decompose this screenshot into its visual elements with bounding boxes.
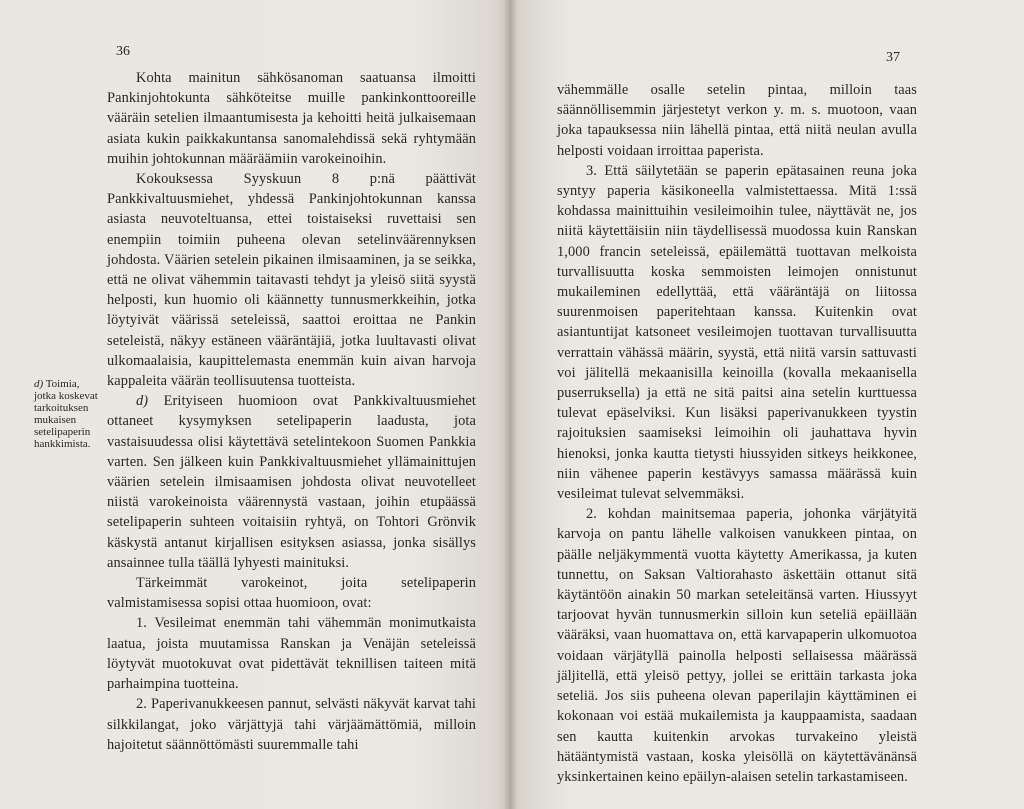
paragraph	[107, 391, 476, 573]
paragraph: vähemmälle osalle setelin pintaa, milloin taas säännöllisemmin järjestetyt verkon y. m. s. muotoon, vaan joka tapauksessa niin lähellä pintaa, että niitä neulan avulla helposti voidaan irroittaa paperista.	[557, 82, 917, 159]
margin-note-text: Toimia, jotka koskevat tarkoituksen mukaisen setelipaperin hankkimista.	[34, 378, 98, 450]
list-item: 1. Vesileimat enemmän tahi vähemmän monimutkaista laatua, joista muutamissa Ranskan ja Venäjän seteleissä löytyvät muotokuvat ovat pidettävät teknillisen taiteen mitä parhaimpina tuotteina.	[107, 615, 476, 693]
paragraph-text: Erityiseen huomioon ovat Pankkivaltuusmiehet ottaneet kysymyksen setelipaperin laadusta, jota vastaisuudessa olisi käytettävä setelintekoon Suomen Pankkia varten. Sen jälkeen kuin Pankkivaltuusmiehet yllämainittujen väärien setelein ilmisaamisen johdosta olivat neuvotelleet niistä varokeinoista väärennystä vastaan, joihin etupäässä setelipaperin suhteen voitaisiin ryhtyä, on Tohtori Grönvik käskystä antanut kirjallisen esityksen asiassa, jonka sisällys ansainnee tulla täällä lyhyesti mainituksi.	[107, 393, 476, 571]
page-number: 37	[886, 50, 900, 65]
left-text-column	[107, 68, 476, 755]
paragraph-letter: d)	[136, 393, 149, 410]
list-item: 3. Että säilytetään se paperin epätasainen reuna joka syntyy paperia käsikoneella valmistettaessa. Mitä 1:ssä kohdassa mainittuihin vesileimoihin tulee, näyttävät ne, jos niitä käytettäisiin niin täydellisessä muodossa kuin Ranskan 1,000 francin seteleissä, epäilemättä tuottavan melkoista turvallisuutta koska semmoisten leimojen onnistunut mukaileminen edellyttää, että vääräntäjä on liitossa suurenmoisen paperitehtaan kanssa. Kuitenkin ovat asiantuntijat katsoneet vesileimojen tuottavan turvallisuutta verrattain vähässä määrin, syystä, että niitä varsin sattuvasti voi jälitellä mekaanisilla keinoilla (kovalla mekaanisella puserruksella) ja että ne sitä paitsi aina setelin kurttuessa tulevat epäselviksi. Kun lisäksi paperivanukkeen tyystin rajoituksien saamiseksi leimoihin oli jauhattava hyvin hienoksi, jonka kautta tietysti hiussyiden sitkeys heikkonee, niin vähenee paperin kestävyys samassa määrässä kuin vesileimat tulevat selvemmäksi.	[557, 162, 917, 503]
paragraph: 2. kohdan mainitsemaa paperia, johonka värjätyitä karvoja on pantu lähelle valkoisen vanukkeen pintaa, on päälle neljäkymmentä vuotta käytetty Amerikassa, ja kuten tunnettu, on Saksan Valtiorahasto äskettäin ottanut sitä käytäntöön ainakin 50 markan seteleitänsä varten. Hiussyyt tarjoovat hyvän tunnusmerkin silloin kun seteliä epäillään vääräksi, vaan huomattava on, että karvapaperin ulkomuotoa voidaan värjätyllä painolla helposti sellaisessa määrässä jäljitellä, että yleisö pettyy, jollei se erittäin tarkasta joka seteliä. Jos siis puheena olevan paperilajin käyttäminen ei kokonaan voi estää mukailemista ja kauppaamista, saadaan sen kautta kuitenkin arvokas turvakeino yleistä hätääntymistä vastaan, koska yleisöllä on käytettävänänsä yksinkertainen keino epäilyn-alaisen setelin tarkastamiseen.	[557, 506, 917, 785]
right-text-column	[557, 80, 917, 787]
book-gutter	[503, 0, 517, 809]
paragraph: Kokouksessa Syyskuun 8 p:nä päättivät Pankkivaltuusmiehet, yhdessä Pankinjohtokunnan kanssa asiasta neuvoteltuansa, ettei toistaiseksi ruvettaisi sen enempiin toimiin puheena olevan setelinväärennyksen johdosta. Väärien setelein pikainen ilmisaaminen, ja se seikka, että ne olivat vähemmin taitavasti tehdyt ja yleisö siitä syystä helposti, kun huomio oli käännetty tunnusmerkkeihin, jotka löytyivät väärissä seteleissä, saattoi eroittaa ne Pankin seteleistä, näkyy estäneen vääräntäjiä, jotka luultavasti olivat ulkomaalaisia, kaupittelemasta enemmän kuin aivan harvoja kappaleita väärän teollisuutensa tuotteista.	[107, 171, 476, 390]
paragraph: Kohta mainitun sähkösanoman saatuansa ilmoitti Pankinjohtokunta sähköteitse muille pankinkonttooreille vääräin setelien ilmaantumisesta ja kehoitti heitä julkaisemaan asiata kukin paikkakuntansa sanomalehdissä sekä ryhtymään muihin johtokunnan määräämiin varokeinoihin.	[107, 70, 476, 167]
paragraph: Tärkeimmät varokeinot, joita setelipaperin valmistamisessa sopisi ottaa huomioon, ovat:	[107, 575, 476, 612]
margin-note	[34, 378, 100, 450]
right-page	[510, 0, 1024, 809]
list-item: 2. Paperivanukkeesen pannut, selvästi näkyvät karvat tahi silkkilangat, joko värjättyjä tahi värjäämättömiä, milloin hajoitetut säännöttömästi suuremmalle tahi	[107, 696, 476, 753]
margin-note-letter: d)	[34, 378, 44, 390]
page-number: 36	[116, 44, 130, 59]
left-page	[0, 0, 510, 809]
